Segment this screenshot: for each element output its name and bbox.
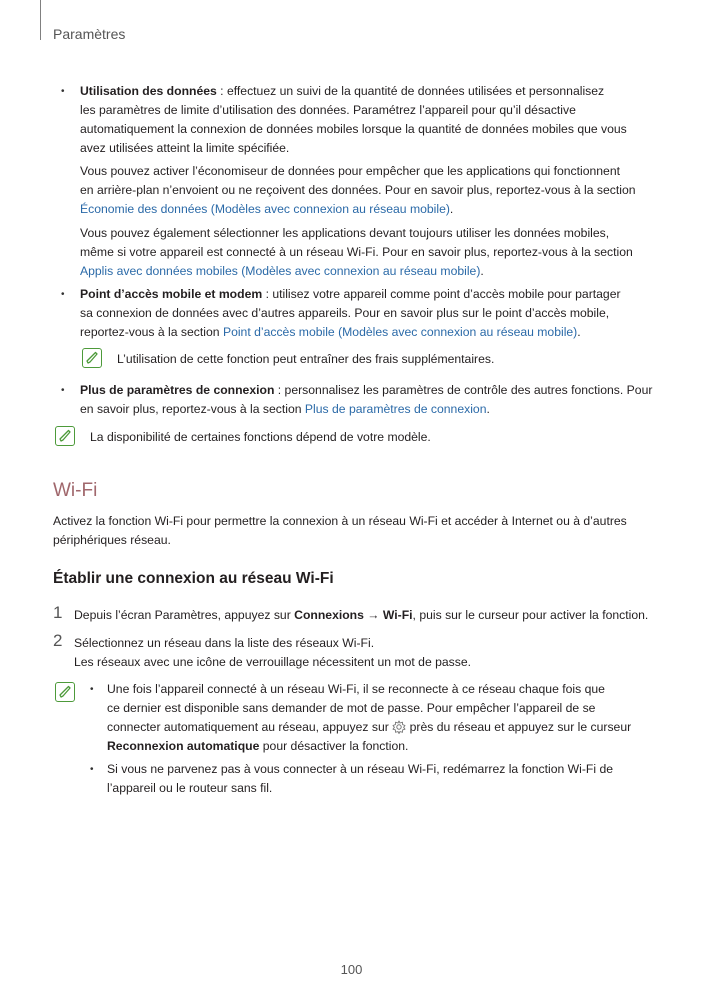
bullet-data-usage bbox=[80, 82, 627, 158]
gear-icon bbox=[392, 720, 406, 734]
term-data-usage: Utilisation des données bbox=[80, 84, 217, 98]
link-data-saver[interactable]: Économie des données (Modèles avec connexion au réseau mobile) bbox=[80, 202, 450, 216]
page-header-title: Paramètres bbox=[53, 26, 126, 42]
text-line: périphériques réseau. bbox=[53, 533, 171, 547]
term-more-connection: Plus de paramètres de connexion bbox=[80, 383, 275, 397]
text-line: Activez la fonction Wi-Fi pour permettre la connexion à un réseau Wi-Fi et accéder à Internet ou à d’autres bbox=[53, 514, 627, 528]
section-heading-wifi: Wi-Fi bbox=[53, 480, 98, 501]
text-line: près du réseau et appuyez sur le curseur bbox=[406, 720, 632, 734]
step-number: 2 bbox=[53, 631, 63, 650]
term-hotspot: Point d’accès mobile et modem bbox=[80, 287, 263, 301]
text-line: : effectuez un suivi de la quantité de données utilisées et personnalisez bbox=[216, 84, 605, 98]
link-mobile-data-apps[interactable]: Applis avec données mobiles (Modèles avec connexion au réseau mobile) bbox=[80, 264, 481, 278]
text-line: les paramètres de limite d’utilisation des données. Paramétrez l’appareil pour qu’il désactive bbox=[80, 103, 576, 117]
text-line: Une fois l’appareil connecté à un réseau Wi-Fi, il se reconnecte à ce réseau chaque fois que bbox=[107, 682, 605, 696]
text-line: Si vous ne parvenez pas à vous connecter à un réseau Wi-Fi, redémarrez la fonction Wi-Fi de bbox=[107, 762, 614, 776]
para-mobile-data-apps: Vous pouvez également sélectionner les applications devant toujours utiliser les données mobiles, même si votre appareil est connecté à un réseau Wi-Fi. Pour en savoir plus, reportez-vous à la section Applis avec données mobiles (Modèles avec connexion au réseau mobile). bbox=[80, 226, 633, 278]
text-line: l’appareil ou le routeur sans fil. bbox=[107, 781, 273, 795]
text-line: en savoir plus, reportez-vous à la section bbox=[80, 402, 305, 416]
note-icon bbox=[55, 426, 75, 446]
bullet-dot: • bbox=[61, 289, 65, 300]
text-line: connecter automatiquement au réseau, appuyez sur bbox=[107, 720, 393, 734]
step-number: 1 bbox=[53, 603, 63, 622]
text-line: pour désactiver la fonction. bbox=[259, 739, 409, 753]
bullet-dot: • bbox=[90, 684, 94, 695]
note-reconnect bbox=[107, 680, 631, 756]
note-icon bbox=[82, 348, 102, 368]
text-line: reportez-vous à la section bbox=[80, 325, 223, 339]
note-icon bbox=[55, 682, 75, 702]
para-data-saver: Vous pouvez activer l’économiseur de données pour empêcher que les applications qui fonctionnent en arrière-plan n’envoient ou ne reçoivent des données. Pour en savoir plus, reportez-vous à la section Économie des données (Modèles avec connexion au réseau mobile). bbox=[80, 164, 636, 216]
text-line: Depuis l’écran Paramètres, appuyez sur bbox=[74, 608, 295, 622]
bullet-more-connection: Plus de paramètres de connexion : personnalisez les paramètres de contrôle des autres fonctions. Pour en savoir plus, reportez-vous à la section Plus de paramètres de connexion. bbox=[80, 383, 653, 416]
step-2 bbox=[74, 634, 471, 672]
text-line: : personnalisez les paramètres de contrôle des autres fonctions. Pour bbox=[274, 383, 653, 397]
note-restart bbox=[107, 760, 613, 798]
subheading-connect-wifi: Établir une connexion au réseau Wi-Fi bbox=[53, 570, 334, 587]
text-line: Sélectionnez un réseau dans la liste des réseaux Wi-Fi. bbox=[74, 636, 375, 650]
text-line: , puis sur le curseur pour activer la fonction. bbox=[412, 608, 649, 622]
text-line: Vous pouvez activer l’économiseur de données pour empêcher que les applications qui fonctionnent bbox=[80, 164, 620, 178]
term-connections: Connexions bbox=[294, 608, 364, 622]
link-hotspot[interactable]: Point d’accès mobile (Modèles avec connexion au réseau mobile) bbox=[222, 325, 578, 339]
bullet-dot: • bbox=[61, 385, 65, 396]
page-number: 100 bbox=[340, 962, 363, 977]
bullet-hotspot: Point d’accès mobile et modem : utilisez votre appareil comme point d’accès mobile pour partager sa connexion de données avec d’autres appareils. Pour en savoir plus sur le point d’accès mobile, reportez-vous à la section Point d’accès mobile (Modèles avec connexion au réseau mobile). bbox=[80, 287, 621, 339]
text-line: Les réseaux avec une icône de verrouillage nécessitent un mot de passe. bbox=[74, 655, 472, 669]
term-auto-reconnect: Reconnexion automatique bbox=[107, 739, 260, 753]
text-line: en arrière-plan n’envoient ou ne reçoivent des données. Pour en savoir plus, reportez-vous à la section bbox=[80, 183, 636, 197]
term-wifi: Wi-Fi bbox=[382, 608, 413, 622]
text-line: même si votre appareil est connecté à un réseau Wi-Fi. Pour en savoir plus, reportez-vous à la section bbox=[80, 245, 633, 259]
text-line: sa connexion de données avec d’autres appareils. Pour en savoir plus sur le point d’accès mobile, bbox=[80, 306, 610, 320]
bullet-dot: • bbox=[61, 86, 65, 97]
text-line: automatiquement la connexion de données mobiles lorsque la quantité de données mobiles que vous bbox=[80, 122, 627, 136]
text-line: Vous pouvez également sélectionner les applications devant toujours utiliser les données mobiles, bbox=[80, 226, 610, 240]
step-1 bbox=[74, 606, 648, 625]
note-fees: L’utilisation de cette fonction peut entraîner des frais supplémentaires. bbox=[117, 352, 495, 366]
text-line: avez utilisées atteint la limite spécifiée. bbox=[80, 141, 290, 155]
text-line: : utilisez votre appareil comme point d’accès mobile pour partager bbox=[262, 287, 621, 301]
header-rule bbox=[40, 0, 41, 40]
link-more-connection[interactable]: Plus de paramètres de connexion bbox=[304, 402, 487, 416]
bullet-dot: • bbox=[90, 764, 94, 775]
text-line: ce dernier est disponible sans demander de mot de passe. Pour empêcher l’appareil de se bbox=[107, 701, 596, 715]
note-model: La disponibilité de certaines fonctions dépend de votre modèle. bbox=[90, 430, 431, 444]
wifi-intro bbox=[53, 512, 627, 550]
arrow: → bbox=[363, 608, 383, 622]
